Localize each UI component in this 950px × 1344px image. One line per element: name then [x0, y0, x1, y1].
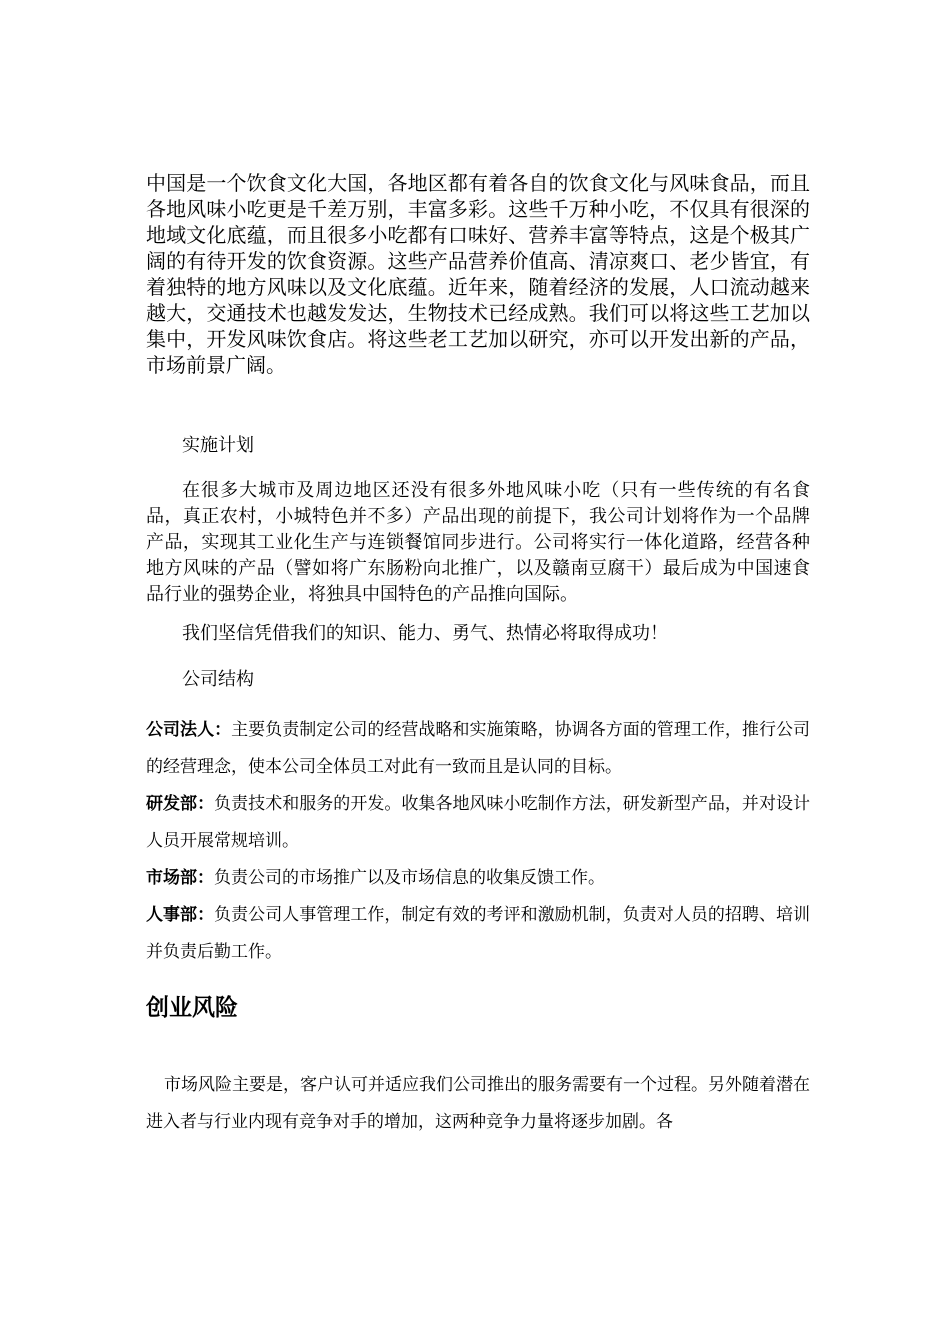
role-rnd — [146, 786, 810, 860]
document-page — [146, 170, 810, 1141]
risk-paragraph: 市场风险主要是，客户认可并适应我们公司推出的服务需要有一个过程。另外随着潜在进入者与行业内现有竞争对手的增加，这两种竞争力量将逐步加剧。各 — [146, 1075, 810, 1132]
structure-heading: 公司结构 — [182, 669, 254, 690]
role-label: 人事部： — [146, 905, 215, 925]
role-legal-person — [146, 712, 810, 786]
role-label: 研发部： — [146, 794, 215, 814]
role-marketing — [146, 860, 810, 897]
role-label: 公司法人： — [146, 720, 232, 740]
plan-heading: 实施计划 — [182, 435, 254, 456]
intro-paragraph: 中国是一个饮食文化大国，各地区都有着各自的饮食文化与风味食品，而且各地风味小吃更是千差万别，丰富多彩。这些千万种小吃，不仅具有很深的地域文化底蕴，而且很多小吃都有口味好、营养丰富等特点，这是个极其广阔的有待开发的饮食资源。这些产品营养价值高、清凉爽口、老少皆宜，有着独特的地方风味以及文化底蕴。近年来，随着经济的发展，人口流动越来越大，交通技术也越发发达，生物技术已经成熟。我们可以将这些工艺加以集中，开发风味饮食店。将这些老工艺加以研究，亦可以开发出新的产品，市场前景广阔。 — [146, 171, 810, 377]
role-text: 负责技术和服务的开发。收集各地风味小吃制作方法，研发新型产品，并对设计人员开展常规培训。 — [146, 794, 811, 851]
role-hr — [146, 897, 810, 971]
role-text: 负责公司人事管理工作，制定有效的考评和激励机制，负责对人员的招聘、培训并负责后勤工作。 — [146, 905, 811, 962]
role-text: 主要负责制定公司的经营战略和实施策略，协调各方面的管理工作，推行公司的经营理念，使本公司全体员工对此有一致而且是认同的目标。 — [146, 720, 811, 777]
risk-section-title: 创业风险 — [146, 994, 238, 1021]
role-label: 市场部： — [146, 868, 214, 888]
role-text: 负责公司的市场推广以及市场信息的收集反馈工作。 — [214, 868, 605, 888]
belief-paragraph: 我们坚信凭借我们的知识、能力、勇气、热情必将取得成功！ — [182, 623, 668, 644]
plan-paragraph: 在很多大城市及周边地区还没有很多外地风味小吃（只有一些传统的有名食品，真正农村，小城特色并不多）产品出现的前提下，我公司计划将作为一个品牌产品，实现其工业化生产与连锁餐馆同步进行。公司将实行一体化道路，经营各种地方风味的产品（譬如将广东肠粉向北推广，以及赣南豆腐干）最后成为中国速食品行业的强势企业，将独具中国特色的产品推向国际。 — [146, 480, 810, 605]
